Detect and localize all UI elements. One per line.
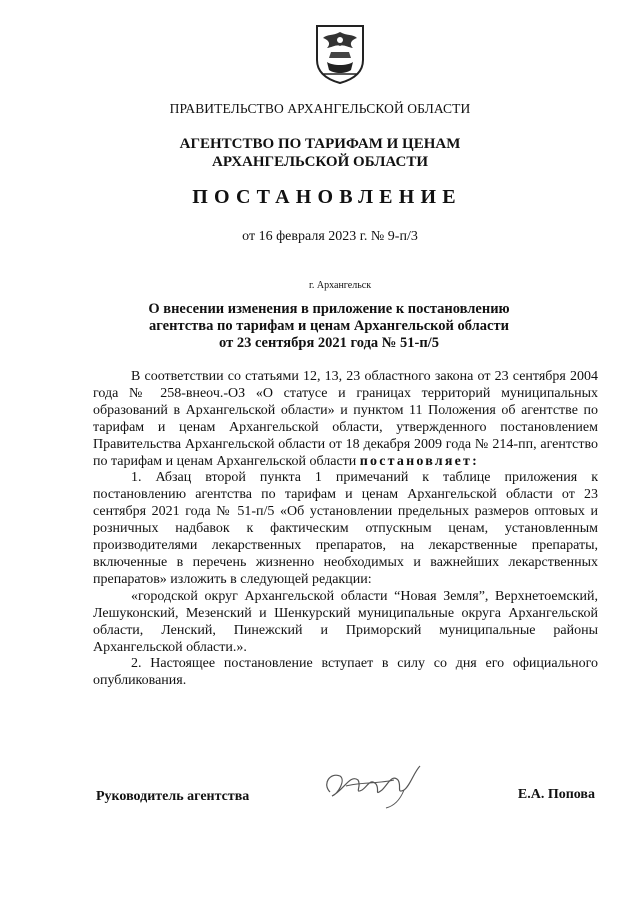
government-heading: ПРАВИТЕЛЬСТВО АРХАНГЕЛЬСКОЙ ОБЛАСТИ [169,101,471,116]
subject-line2: агентства по тарифам и ценам Архангельской области [149,318,509,334]
city-label: г. Архангельск [308,280,372,291]
agency-heading [0,135,640,171]
subject-line1: О внесении изменения в приложение к постановлению [148,301,510,317]
agency-heading-line2: АРХАНГЕЛЬСКОЙ ОБЛАСТИ [212,154,428,170]
document-body [93,369,598,690]
date-and-number: от 16 февраля 2023 г. № 9-п/3 [242,229,418,244]
signatory-name: Е.А. Попова [517,787,595,802]
subject-line3: от 23 сентября 2021 года № 51-п/5 [219,335,439,351]
document-type-title: ПОСТАНОВЛЕНИЕ [192,186,462,208]
agency-heading-line1: АГЕНТСТВО ПО ТАРИФАМ И ЦЕНАМ [179,136,461,152]
coat-of-arms-icon [313,22,367,84]
intro-paragraph [93,369,598,470]
item-2-paragraph: 2. Настоящее постановление вступает в силу со дня его официального опубликования. [93,656,598,689]
intro-text: В соответствии со статьями 12, 13, 23 областного закона от 23 сентября 2004 года № 258-внеоч.-ОЗ «О статусе и границах территорий муниципальных образований в Архангельской области» и пунктом 11 Положения об агентстве по тарифам и ценам Архангельской области, утвержденного постановлением Правительства Архангельской области от 18 декабря 2009 года № 214-пп, агентство по тарифам и ценам Архангельской области [93,369,598,469]
quote-paragraph: «городской округ Архангельской области “Новая Земля”, Верхнетоемский, Лешуконский, Мезенский и Шенкурский муниципальные округа Архангельской области, Ленский, Пинежский и Приморский муниципальные районы Архангельской области.». [93,588,598,655]
item-1-paragraph: 1. Абзац второй пункта 1 примечаний к таблице приложения к постановлению агентства по тарифам и ценам Архангельской области от 23 сентября 2021 года № 51-п/5 «Об установлении предельных размеров оптовых и розничных надбавок к фактическим отпускным ценам, установленным производителями лекарственных препаратов, на лекарственные препараты, включенные в перечень жизненно необходимых и важнейших лекарственных препаратов» изложить в следующей редакции: [93,470,598,587]
resolves-word: постановляет: [359,453,479,469]
signatory-role: Руководитель агентства [96,789,250,804]
handwritten-signature [316,760,426,810]
document-subject [0,301,640,352]
